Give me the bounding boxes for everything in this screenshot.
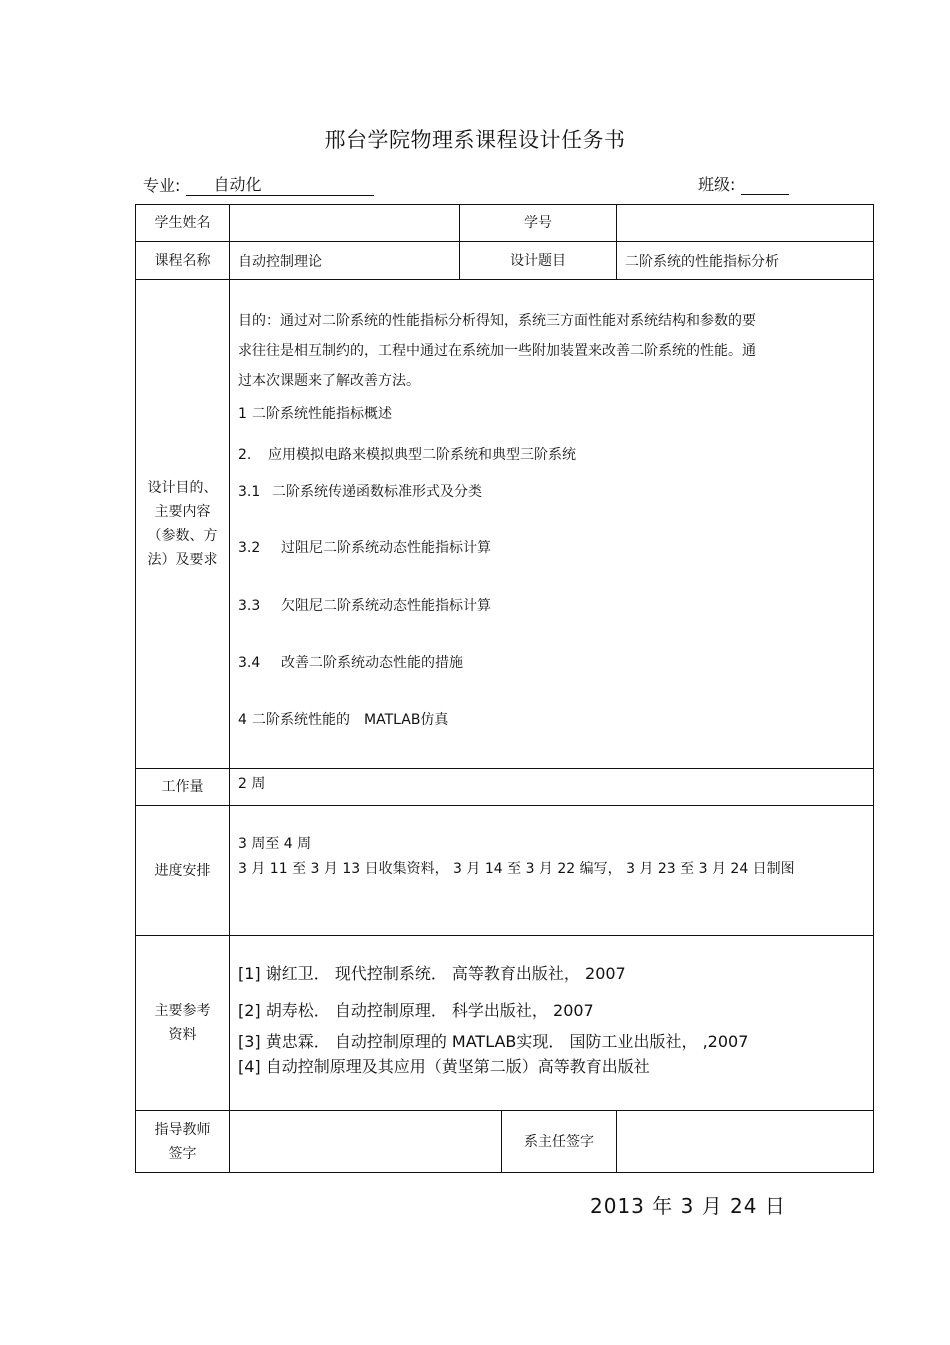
advisor-label	[136, 1111, 230, 1173]
advisor-label-line: 签字	[168, 1145, 197, 1162]
table-row	[136, 806, 874, 936]
purpose-line: 目的：通过对二阶系统的性能指标分析得知，系统三方面性能对系统结构和参数的要	[238, 313, 756, 329]
student-name-label: 学生姓名	[136, 205, 230, 242]
course-name-label: 课程名称	[136, 242, 230, 280]
advisor-label-line: 指导教师	[154, 1121, 211, 1138]
workload-value: 2 周	[230, 769, 874, 806]
item-number: 2.	[238, 447, 252, 463]
item-number: 4	[238, 712, 247, 728]
document-date: 2013 年 3 月 24 日	[590, 1194, 786, 1218]
content-item	[238, 653, 865, 673]
item-text: 改善二阶系统动态性能的措施	[281, 655, 463, 671]
references-content	[230, 936, 874, 1111]
schedule-line: 3 周至 4 周	[238, 836, 312, 852]
table-row	[136, 280, 874, 769]
content-item	[238, 482, 865, 502]
item-text: 欠阻尼二阶系统动态性能指标计算	[281, 598, 491, 614]
purpose-label-line: （参数、方	[147, 528, 218, 544]
item-number: 3.1	[238, 484, 261, 500]
topic-label: 设计题目	[460, 242, 617, 280]
reference-item: [4] 自动控制原理及其应用（黄坚第二版）高等教育出版社	[238, 1057, 650, 1076]
table-row	[136, 769, 874, 806]
references-label-line: 主要参考	[154, 1003, 211, 1019]
class-value	[741, 194, 789, 195]
page-title: 邢台学院物理系课程设计任务书	[324, 128, 626, 152]
item-text: 应用模拟电路来模拟典型二阶系统和典型三阶系统	[268, 447, 576, 463]
content-item	[238, 404, 865, 424]
item-text: 二阶系统性能的 MATLAB仿真	[252, 712, 449, 728]
purpose-line: 求往往是相互制约的，工程中通过在系统加一些附加装置来改善二阶系统的性能。通	[238, 343, 756, 359]
schedule-content	[230, 806, 874, 936]
content-item	[238, 445, 865, 465]
major-field	[143, 172, 374, 196]
workload-label: 工作量	[136, 769, 230, 806]
item-number: 3.3	[238, 598, 261, 614]
topic-value: 二阶系统的性能指标分析	[617, 242, 874, 280]
content-item	[238, 538, 865, 558]
student-id-label: 学号	[460, 205, 617, 242]
table-row	[136, 1111, 874, 1173]
references-label-line: 资料	[168, 1027, 197, 1043]
item-number: 1	[238, 406, 247, 422]
content-item	[238, 596, 865, 616]
references-label	[136, 936, 230, 1111]
purpose-line: 过本次课题来了解改善方法。	[238, 373, 420, 389]
director-label: 系主任签字	[502, 1111, 617, 1173]
director-signature	[617, 1111, 874, 1173]
advisor-signature	[230, 1111, 502, 1173]
item-text: 二阶系统传递函数标准形式及分类	[272, 484, 482, 500]
student-id-value	[617, 205, 874, 242]
table-row	[136, 242, 874, 280]
item-text: 二阶系统性能指标概述	[252, 406, 392, 422]
schedule-label: 进度安排	[136, 806, 230, 936]
item-number: 3.4	[238, 655, 261, 671]
purpose-label-line: 主要内容	[154, 504, 211, 520]
purpose-label	[136, 280, 230, 769]
major-value: 自动化	[186, 172, 374, 196]
reference-item: [2] 胡寿松． 自动控制原理． 科学出版社， 2007	[238, 1001, 594, 1020]
major-label: 专业:	[143, 176, 181, 195]
purpose-content	[230, 280, 874, 769]
schedule-line: 3 月 11 至 3 月 13 日收集资料， 3 月 14 至 3 月 22 编写， 3 月 23 至 3 月 24 日制图	[238, 861, 795, 877]
task-table	[135, 204, 874, 1173]
course-name-value: 自动控制理论	[230, 242, 460, 280]
item-number: 3.2	[238, 540, 261, 556]
purpose-text	[238, 306, 798, 396]
class-field	[698, 172, 789, 195]
table-row	[136, 936, 874, 1111]
content-item	[238, 710, 865, 730]
item-text: 过阻尼二阶系统动态性能指标计算	[281, 540, 491, 556]
purpose-label-line: 法）及要求	[147, 552, 218, 568]
student-name-value	[230, 205, 460, 242]
purpose-label-line: 设计目的、	[147, 480, 218, 496]
table-row	[136, 205, 874, 242]
reference-item: [3] 黄忠霖． 自动控制原理的 MATLAB实现． 国防工业出版社， ,2007	[238, 1032, 749, 1051]
reference-item: [1] 谢红卫． 现代控制系统． 高等教育出版社， 2007	[238, 964, 626, 983]
class-label: 班级:	[698, 175, 736, 194]
